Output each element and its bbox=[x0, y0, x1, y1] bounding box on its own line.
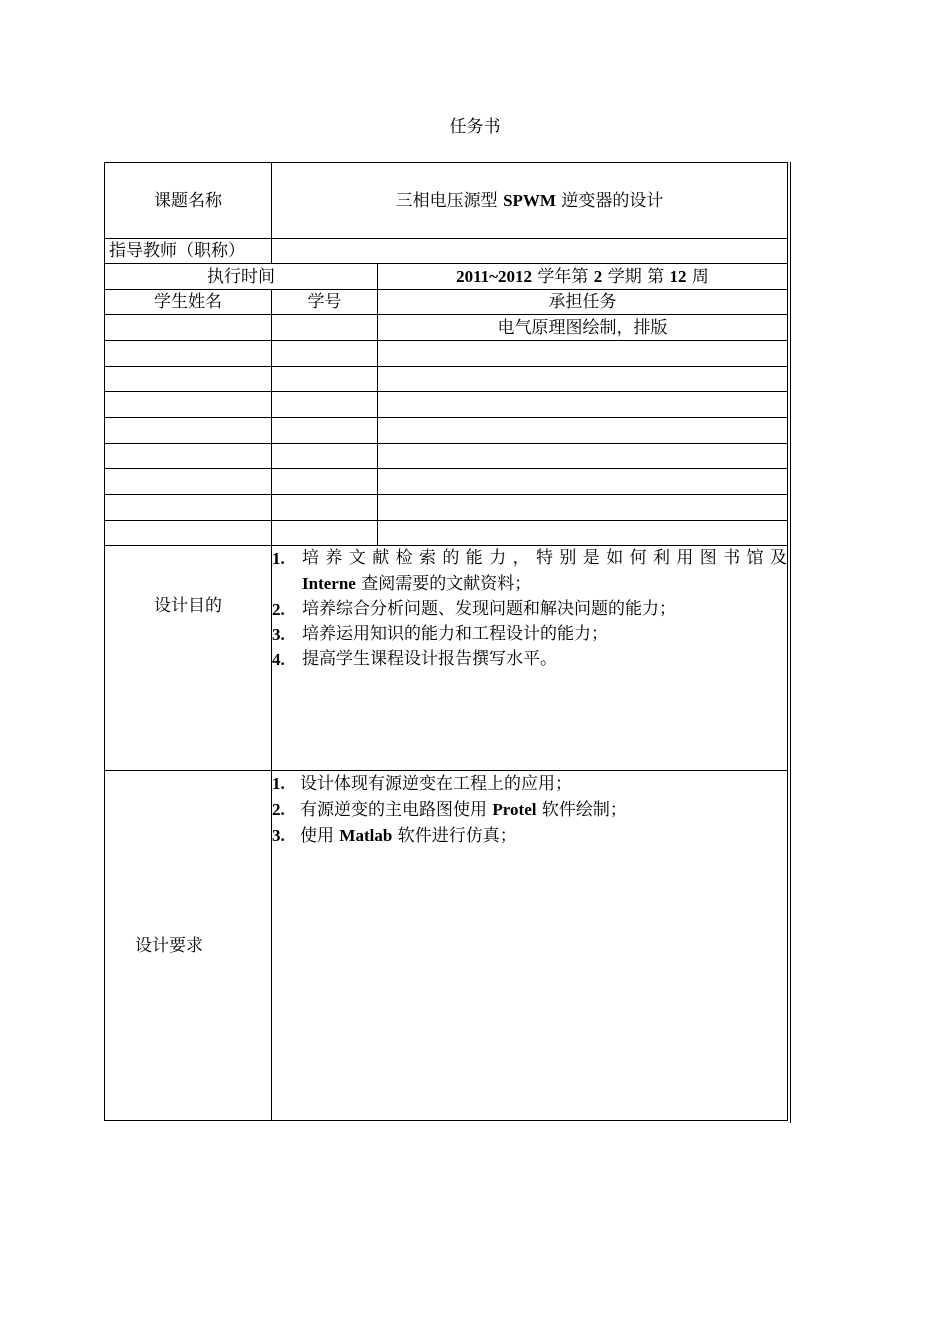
student-id bbox=[272, 444, 378, 469]
student-name bbox=[105, 444, 272, 469]
requirements-list bbox=[272, 771, 787, 849]
requirement-item-bold: Protel bbox=[492, 800, 537, 819]
purpose-item-text-rest: 查阅需要的文献资料； bbox=[355, 574, 532, 594]
student-task bbox=[378, 495, 788, 521]
student-name bbox=[105, 315, 272, 341]
student-task bbox=[378, 341, 788, 367]
requirement-item bbox=[272, 797, 787, 823]
student-row bbox=[105, 469, 788, 495]
purpose-item bbox=[272, 647, 787, 672]
student-id bbox=[272, 495, 378, 521]
purpose-list bbox=[272, 546, 787, 672]
purpose-item-number: 1. bbox=[272, 549, 285, 568]
requirement-item-bold: Matlab bbox=[339, 826, 393, 845]
requirement-item-text: 设计体现有源逆变在工程上的应用； bbox=[300, 774, 572, 794]
student-task bbox=[378, 444, 788, 469]
schedule-text-1: 学年第 bbox=[531, 266, 594, 287]
student-row bbox=[105, 341, 788, 367]
student-task bbox=[378, 418, 788, 444]
purpose-item-number: 4. bbox=[272, 650, 285, 669]
student-task bbox=[378, 392, 788, 418]
schedule-term: 2 bbox=[593, 266, 603, 286]
task-table bbox=[104, 162, 788, 1121]
schedule-row bbox=[105, 264, 788, 290]
student-task: 电气原理图绘制，排版 bbox=[378, 315, 788, 341]
requirements-content bbox=[272, 771, 788, 1121]
advisor-label: 指导教师（职称） bbox=[105, 239, 272, 264]
student-id bbox=[272, 367, 378, 392]
purpose-item-number: 2. bbox=[272, 600, 285, 619]
purpose-item-number: 3. bbox=[272, 625, 285, 644]
topic-text-2: 逆变器的设计 bbox=[555, 190, 664, 211]
student-row bbox=[105, 315, 788, 341]
requirements-row bbox=[105, 771, 788, 1121]
student-name bbox=[105, 392, 272, 418]
requirement-item bbox=[272, 771, 787, 797]
purpose-item bbox=[272, 597, 787, 622]
schedule-week: 12 bbox=[669, 266, 687, 286]
task-form bbox=[104, 162, 787, 1123]
header-student-name: 学生姓名 bbox=[105, 290, 272, 315]
student-id bbox=[272, 392, 378, 418]
requirement-item bbox=[272, 823, 787, 849]
schedule-text-3: 周 bbox=[686, 266, 709, 287]
requirements-label: 设计要求 bbox=[105, 771, 272, 1121]
student-row bbox=[105, 444, 788, 469]
advisor-value bbox=[272, 239, 788, 264]
student-task bbox=[378, 521, 788, 546]
student-id bbox=[272, 418, 378, 444]
requirement-item-number: 1. bbox=[272, 774, 285, 793]
student-task bbox=[378, 469, 788, 495]
topic-row bbox=[105, 163, 788, 239]
purpose-content bbox=[272, 546, 788, 771]
purpose-label: 设计目的 bbox=[105, 546, 272, 771]
schedule-value bbox=[378, 264, 788, 290]
student-name bbox=[105, 521, 272, 546]
student-task bbox=[378, 367, 788, 392]
purpose-item-text: 培养运用知识的能力和工程设计的能力； bbox=[302, 624, 608, 644]
purpose-item-text: 培养文献检索的能力，特别是如何利用图书馆及 bbox=[302, 548, 788, 568]
advisor-row bbox=[105, 239, 788, 264]
student-name bbox=[105, 469, 272, 495]
requirement-item-text-post: 软件进行仿真； bbox=[392, 826, 517, 846]
purpose-row bbox=[105, 546, 788, 771]
purpose-item-text: 提高学生课程设计报告撰写水平。 bbox=[302, 649, 557, 669]
student-row bbox=[105, 367, 788, 392]
students-header-row bbox=[105, 290, 788, 315]
schedule-label: 执行时间 bbox=[105, 264, 378, 290]
student-row bbox=[105, 392, 788, 418]
purpose-item bbox=[272, 622, 787, 647]
student-id bbox=[272, 341, 378, 367]
student-id bbox=[272, 315, 378, 341]
requirement-item-text: 使用 bbox=[300, 826, 340, 846]
topic-text-1: 三相电压源型 bbox=[395, 190, 504, 211]
requirement-item-text: 有源逆变的主电路图使用 bbox=[300, 800, 493, 820]
purpose-item-bold: Interne bbox=[302, 574, 356, 593]
requirement-item-number: 3. bbox=[272, 826, 285, 845]
topic-text-bold: SPWM bbox=[503, 190, 556, 210]
purpose-item bbox=[272, 546, 787, 597]
student-name bbox=[105, 341, 272, 367]
student-name bbox=[105, 367, 272, 392]
student-id bbox=[272, 521, 378, 546]
student-id bbox=[272, 469, 378, 495]
student-row bbox=[105, 495, 788, 521]
student-row bbox=[105, 521, 788, 546]
schedule-text-2: 学期 第 bbox=[602, 266, 670, 287]
topic-label: 课题名称 bbox=[105, 163, 272, 239]
header-student-id: 学号 bbox=[272, 290, 378, 315]
student-name bbox=[105, 495, 272, 521]
student-row bbox=[105, 418, 788, 444]
purpose-item-text: 培养综合分析问题、发现问题和解决问题的能力； bbox=[302, 599, 676, 619]
header-student-task: 承担任务 bbox=[378, 290, 788, 315]
student-name bbox=[105, 418, 272, 444]
document-title: 任务书 bbox=[449, 117, 501, 137]
requirement-item-number: 2. bbox=[272, 800, 285, 819]
topic-value bbox=[272, 163, 788, 239]
schedule-years: 2011~2012 bbox=[456, 266, 532, 286]
requirement-item-text-post: 软件绘制； bbox=[536, 800, 627, 820]
